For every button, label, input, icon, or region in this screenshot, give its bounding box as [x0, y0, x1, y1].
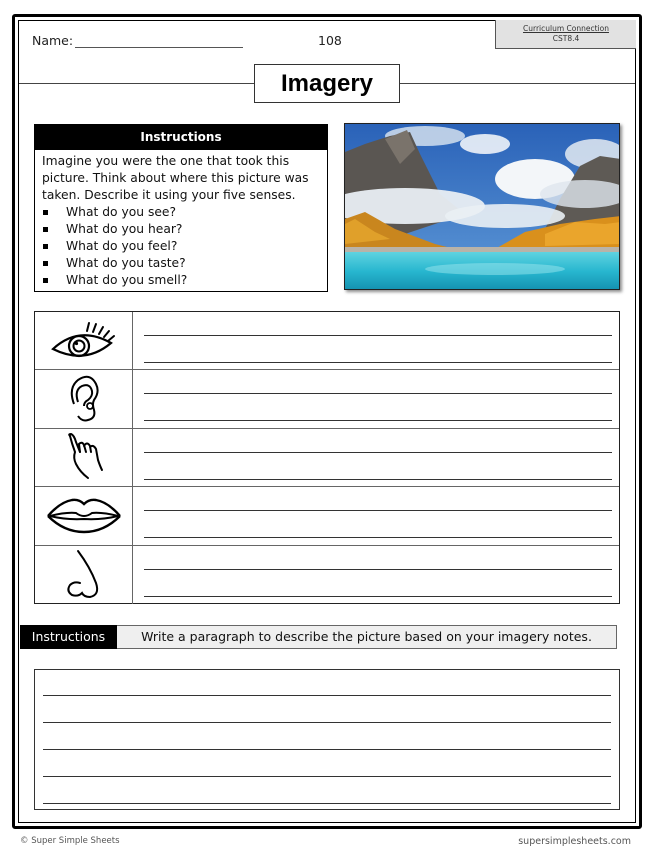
- paragraph-line[interactable]: [43, 803, 611, 804]
- paragraph-line[interactable]: [43, 776, 611, 777]
- paragraph-instructions-text: Write a paragraph to describe the picture based on your imagery notes.: [117, 625, 617, 649]
- sense-answer-line[interactable]: [144, 479, 612, 480]
- sense-answer-line[interactable]: [144, 452, 612, 453]
- paragraph-line[interactable]: [43, 722, 611, 723]
- question-smell: What do you smell?: [42, 272, 321, 289]
- footer-copyright: © Super Simple Sheets: [20, 836, 120, 846]
- paragraph-line[interactable]: [43, 749, 611, 750]
- ear-icon: [64, 374, 104, 424]
- instructions-text: Imagine you were the one that took this picture. Think about where this picture was taken. Describe it using your five senses.: [42, 154, 309, 202]
- sense-row-feel: [35, 429, 619, 487]
- page-title: Imagery: [254, 64, 400, 103]
- eye-icon: [49, 319, 119, 363]
- sense-answer-line[interactable]: [144, 420, 612, 421]
- lips-icon: [46, 496, 122, 536]
- paragraph-instructions-label: Instructions: [20, 625, 117, 649]
- question-taste: What do you taste?: [42, 255, 321, 272]
- curriculum-code: CST8.4: [552, 34, 580, 43]
- name-field[interactable]: [75, 47, 243, 48]
- sense-answer-line[interactable]: [144, 393, 612, 394]
- sense-answer-line[interactable]: [144, 596, 612, 597]
- page-number: 108: [318, 33, 342, 48]
- sense-answer-line[interactable]: [144, 335, 612, 336]
- paragraph-line[interactable]: [43, 695, 611, 696]
- instructions-header: Instructions: [35, 125, 327, 150]
- instructions-box: [34, 124, 328, 292]
- sense-answer-line[interactable]: [144, 569, 612, 570]
- hand-icon: [62, 432, 106, 482]
- sense-answer-line[interactable]: [144, 362, 612, 363]
- sense-row-see: [35, 312, 619, 370]
- question-see: What do you see?: [42, 204, 321, 221]
- footer-website[interactable]: supersimplesheets.com: [518, 836, 631, 847]
- curriculum-connection-box: [495, 20, 636, 49]
- sense-answer-line[interactable]: [144, 537, 612, 538]
- senses-table: [34, 311, 620, 604]
- sense-row-hear: [35, 370, 619, 428]
- question-feel: What do you feel?: [42, 238, 321, 255]
- sense-questions-list: [42, 204, 321, 289]
- paragraph-writing-box: [34, 669, 620, 810]
- sense-row-smell: [35, 546, 619, 604]
- nose-icon: [64, 549, 104, 601]
- sense-answer-line[interactable]: [144, 510, 612, 511]
- question-hear: What do you hear?: [42, 221, 321, 238]
- name-label: Name:: [32, 33, 74, 48]
- curriculum-title: Curriculum Connection: [523, 24, 609, 33]
- landscape-photo: [344, 123, 620, 290]
- sense-row-taste: [35, 487, 619, 545]
